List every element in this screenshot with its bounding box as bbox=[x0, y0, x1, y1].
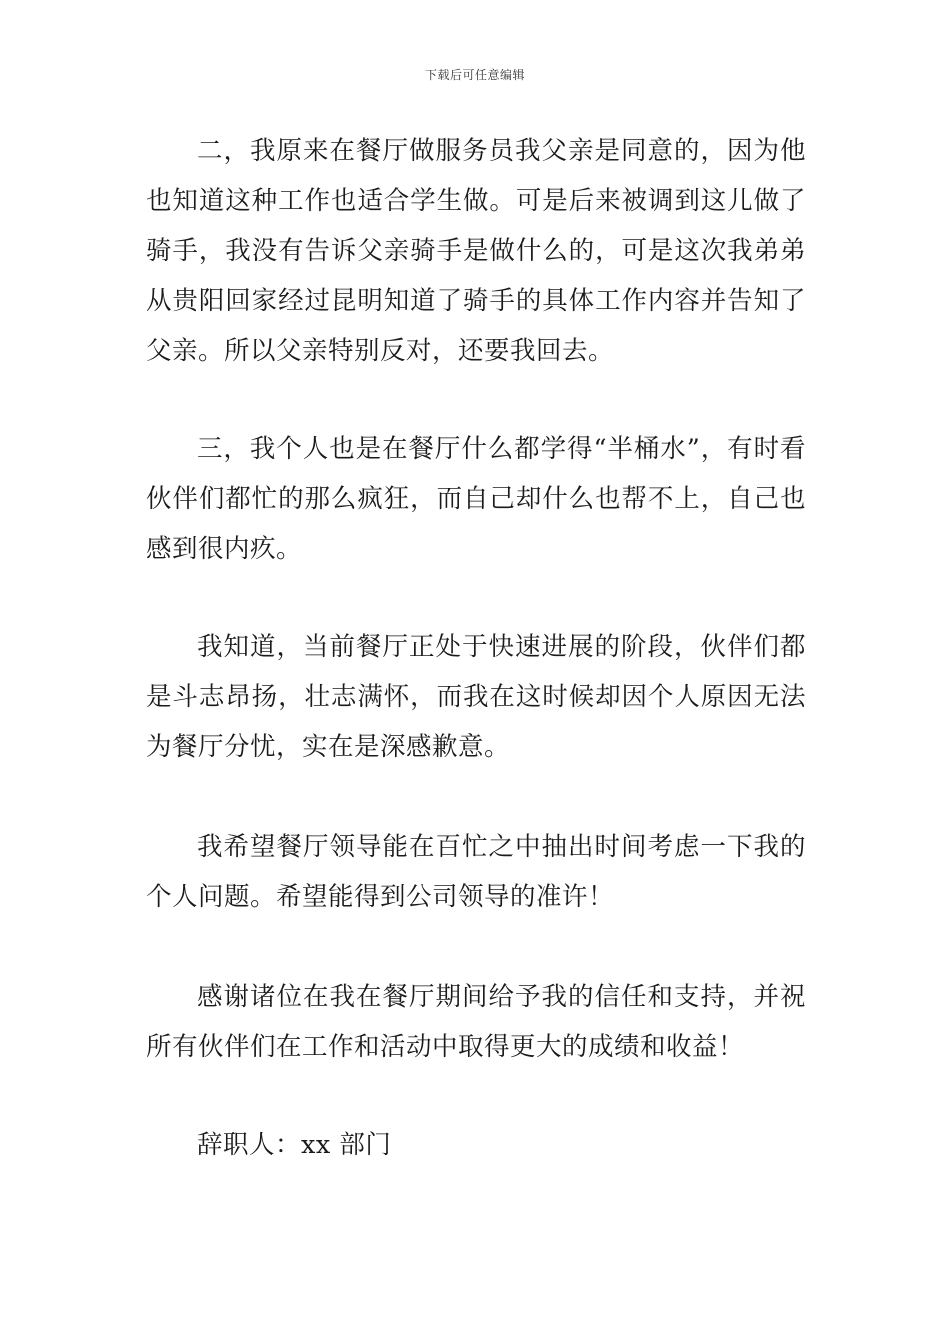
paragraph-thanks: 感谢诸位在我在餐厅期间给予我的信任和支持，并祝所有伙伴们在工作和活动中取得更大的成绩和收益！ bbox=[146, 982, 806, 1062]
signature-line: 辞职人：xx 部门 bbox=[197, 1130, 392, 1160]
paragraph-family-reason: 二，我原来在餐厅做服务员我父亲是同意的，因为他也知道这种工作也适合学生做。可是后来被调到这儿做了骑手，我没有告诉父亲骑手是做什么的，可是这次我弟弟从贵阳回家经过昆明知道了骑手的具体工作内容并告知了父亲。所以父亲特别反对，还要我回去。 bbox=[146, 136, 806, 366]
paragraph-request: 我希望餐厅领导能在百忙之中抽出时间考虑一下我的个人问题。希望能得到公司领导的准许！ bbox=[146, 832, 806, 912]
header-note: 下载后可任意编辑 bbox=[424, 68, 525, 82]
paragraph-personal-reason: 三，我个人也是在餐厅什么都学得“半桶水”，有时看伙伴们都忙的那么疯狂，而自己却什么也帮不上，自己也感到很内疚。 bbox=[146, 434, 806, 564]
paragraph-apology: 我知道，当前餐厅正处于快速进展的阶段，伙伴们都是斗志昂扬，壮志满怀，而我在这时候却因个人原因无法为餐厅分忧，实在是深感歉意。 bbox=[146, 632, 806, 762]
